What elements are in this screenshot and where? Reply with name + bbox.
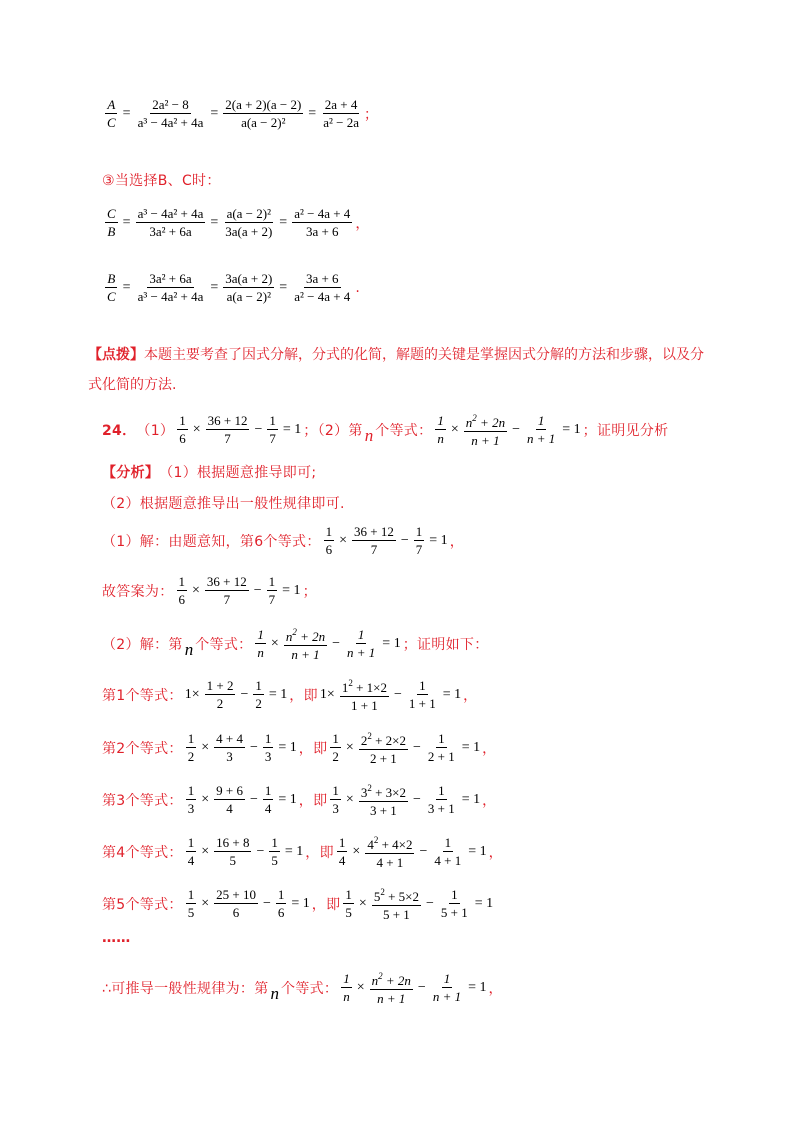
equation-row-3: 第3个等式： $\frac{1}{3}$ × $\frac{9 + 6}{4}$ − $\frac{1}{4}$ = 1 ， 即 $\frac{1}{3}$ × $\frac{3^2 + 3\times 2}{3 + 1}$ − $\frac{1}{3 + 1}$ = 1 ，	[102, 780, 760, 819]
fraction: $\frac{2a + 4}{\text{a² − 2a}}$	[323, 97, 359, 130]
fraction: $\frac{A}{C}$	[107, 97, 116, 130]
answer-line: 故答案为： $\frac{1}{6}$ × $\frac{36 + 12}{7}$ − $\frac{1}{7}$ = 1 ；	[102, 574, 317, 607]
equation-row-2: 第2个等式： $\frac{1}{2}$ × $\frac{4 + 4}{3}$ − $\frac{1}{3}$ = 1 ， 即 $\frac{1}{2}$ × $\frac{2^2 + 2\times 2}{2 + 1}$ − $\frac{1}{2 + 1}$ = 1 ，	[102, 728, 760, 767]
ellipsis: ……	[102, 930, 131, 946]
fraction: $\frac{3a + 6}{\text{a² − 4a + 4}}$	[294, 271, 351, 304]
equation-b-over-c: $\frac{B}{C}$ = $\frac{\text{3a² + 6a}}{\text{a³ − 4a² + 4a}}$ = $\frac{3a(a + 2)}{\text{a(a − 2)²}}$ = $\frac{3a + 6}{\text{a² − 4a + 4}}$ .	[107, 271, 361, 304]
equation-row-5: 第5个等式： $\frac{1}{5}$ × $\frac{25 + 10}{6}$ − $\frac{1}{6}$ = 1 ， 即 $\frac{1}{5}$ × $\frac{5^2 + 5\times 2}{5 + 1}$ − $\frac{1}{5 + 1}$ = 1	[102, 884, 760, 923]
conclusion-line: ∴可推导一般性规律为：第 n 个等式： $\frac{1}{n}$ × $\frac{n^2 + 2n}{n + 1}$ − $\frac{1}{n + 1}$ = 1 ，	[102, 968, 760, 1007]
fraction: $\frac{\text{2a² − 8}}{\text{a³ − 4a² + 4a}}$	[137, 97, 204, 130]
equation-row-1: 第1个等式： 1× $\frac{1 + 2}{2}$ − $\frac{1}{2}$ = 1 ， 即 1× $\frac{1^2 + 1\times 2}{1 + 1}$ − $\frac{1}{1 + 1}$ = 1 ，	[102, 675, 760, 714]
solution-2: （2）解：第 n 个等式： $\frac{1}{n}$ × $\frac{n^2 + 2n}{n + 1}$ − $\frac{1}{n + 1}$ = 1 ；证明如下：	[102, 624, 760, 663]
equation-a-over-c: $\frac{A}{C}$ = $\frac{\text{2a² − 8}}{\text{a³ − 4a² + 4a}}$ = $\frac{2(a + 2)(a - 2)}{\text{a(a − 2)²}}$ = $\frac{2a + 4}{\text{a² − 2a}}$ ；	[107, 97, 379, 130]
fraction: $\frac{\text{a² − 4a + 4}}{3a + 6}$	[294, 206, 351, 239]
fraction: $\frac{3a(a + 2)}{\text{a(a − 2)²}}$	[225, 271, 273, 304]
solution-1: （1）解：由题意知，第6个等式： $\frac{1}{6}$ × $\frac{36 + 12}{7}$ − $\frac{1}{7}$ = 1 ，	[102, 524, 464, 557]
analysis-line-2: （2）根据题意推导出一般性规律即可.	[102, 496, 345, 512]
fraction: $\frac{\text{3a² + 6a}}{\text{a³ − 4a² + 4a}}$	[137, 271, 204, 304]
fraction: $\frac{C}{B}$	[107, 206, 116, 239]
analysis-line-1: 【分析】 （1）根据题意推导即可;	[102, 465, 317, 481]
fraction: $\frac{2(a + 2)(a - 2)}{\text{a(a − 2)²}}$	[225, 97, 302, 130]
question-24-answer: 24． （1） $\frac{1}{6}$ × $\frac{36 + 12}{7}$ − $\frac{1}{7}$ = 1 ；（2）第 n 个等式： $\frac{1}{n}$ × $\frac{n^2 + 2n}{n + 1}$ − $\frac{1}{n + 1}$ = 1 ；证明见分析	[102, 410, 760, 449]
equation-c-over-b: $\frac{C}{B}$ = $\frac{\text{a³ − 4a² + 4a}}{\text{3a² + 6a}}$ = $\frac{\text{a(a − 2)²}}{3a(a + 2)}$ = $\frac{\text{a² − 4a + 4}}{3a + 6}$ ，	[107, 206, 370, 239]
fraction: $\frac{B}{C}$	[107, 271, 116, 304]
hint-paragraph: 【点拨】本题主要考查了因式分解，分式的化简，解题的关键是掌握因式分解的方法和步骤，以及分 式化简的方法.	[88, 347, 704, 393]
fraction: $\frac{\text{a(a − 2)²}}{3a(a + 2)}$	[225, 206, 273, 239]
case3-heading: ③当选择B、C时：	[102, 173, 221, 189]
fraction: $\frac{\text{a³ − 4a² + 4a}}{\text{3a² + 6a}}$	[137, 206, 204, 239]
equation-row-4: 第4个等式： $\frac{1}{4}$ × $\frac{16 + 8}{5}$ − $\frac{1}{5}$ = 1 ， 即 $\frac{1}{4}$ × $\frac{4^2 + 4\times 2}{4 + 1}$ − $\frac{1}{4 + 1}$ = 1 ，	[102, 832, 760, 871]
